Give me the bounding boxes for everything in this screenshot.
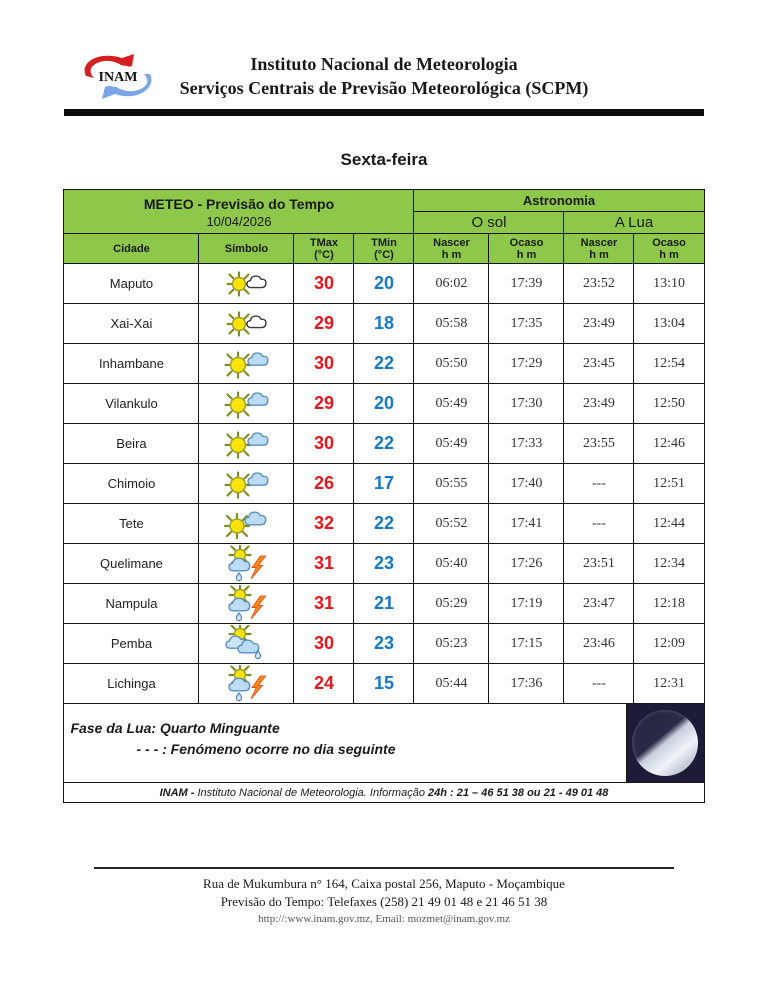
city-name: Maputo [64,264,199,304]
tmax-value: 26 [294,464,354,504]
sun-set-time: 17:35 [489,304,564,344]
tmax-value: 31 [294,584,354,624]
weather-icon-thunderstorm [199,584,294,624]
city-name: Xai-Xai [64,304,199,344]
table-row [64,344,704,384]
moon-rise-time: 23:52 [564,264,634,304]
moon-set-time: 13:04 [634,304,704,344]
col-header-sun-ocaso: Ocaso h m [489,234,564,264]
tmin-value: 15 [354,664,414,704]
footer-telefaxes: Previsão do Tempo: Telefaxes (258) 21 49 01 48 e 21 46 51 38 [220,894,548,909]
weather-icon-sun-blue-cloud [199,464,294,504]
moon-photo [626,704,704,782]
city-name: Pemba [64,624,199,664]
moon-set-time: 13:10 [634,264,704,304]
col-header-tmin: TMin (°C) [354,234,414,264]
header-divider-bar [64,109,704,116]
city-name: Vilankulo [64,384,199,424]
tmin-value: 18 [354,304,414,344]
forecast-table [63,189,704,803]
city-name: Beira [64,424,199,464]
table-row [64,584,704,624]
sun-set-time: 17:36 [489,664,564,704]
letterhead [64,0,704,100]
moon-rise-time: 23:47 [564,584,634,624]
sun-set-time: 17:19 [489,584,564,624]
footer-web-email: http://:www.inam.gov.mz, Email: mozmet@inam.gov.mz [258,913,510,925]
city-name: Nampula [64,584,199,624]
moon-rise-time: 23:49 [564,304,634,344]
astronomia-header: Astronomia [414,190,704,212]
tmin-value: 20 [354,264,414,304]
table-row [64,504,704,544]
waning-quarter-moon-icon [632,710,698,776]
sun-set-time: 17:30 [489,384,564,424]
tmax-value: 30 [294,624,354,664]
page-footer [0,867,768,927]
tmin-value: 22 [354,344,414,384]
tmax-value: 30 [294,424,354,464]
sun-rise-time: 05:55 [414,464,489,504]
moon-rise-time: --- [564,664,634,704]
dash-note: - - - : Fenómeno ocorre no dia seguinte [136,741,396,757]
fase-notes [64,704,625,782]
weather-icon-sun-blue-cloud [199,384,294,424]
moon-rise-time: --- [564,504,634,544]
city-name: Tete [64,504,199,544]
tmin-value: 23 [354,624,414,664]
tmax-value: 30 [294,264,354,304]
moon-rise-time: 23:55 [564,424,634,464]
org-subtitle: Serviços Centrais de Previsão Meteorológica (SCPM) [179,78,589,98]
tmax-value: 31 [294,544,354,584]
fase-value: Quarto Minguante [159,720,280,736]
sun-rise-time: 05:52 [414,504,489,544]
tmax-value: 32 [294,504,354,544]
table-row [64,264,704,304]
col-header-cidade: Cidade [64,234,199,264]
inam-info-line [64,783,704,803]
tmin-value: 23 [354,544,414,584]
forecast-date: 10/04/2026 [206,213,272,229]
moon-section-header: A Lua [564,212,704,234]
sun-set-time: 17:26 [489,544,564,584]
table-row [64,624,704,664]
weather-icon-thunderstorm [199,544,294,584]
sun-rise-time: 05:49 [414,384,489,424]
sun-set-time: 17:39 [489,264,564,304]
table-row [64,544,704,584]
weather-icon-sun-blue-cloud [199,424,294,464]
footer-rule [94,867,674,869]
sun-set-time: 17:40 [489,464,564,504]
sun-rise-time: 05:40 [414,544,489,584]
moon-rise-time: 23:51 [564,544,634,584]
city-name: Chimoio [64,464,199,504]
tmin-value: 22 [354,504,414,544]
moon-set-time: 12:31 [634,664,704,704]
moon-set-time: 12:18 [634,584,704,624]
tmax-value: 30 [294,344,354,384]
sun-rise-time: 05:44 [414,664,489,704]
col-header-moon-nascer: Nascer h m [564,234,634,264]
logo-text: INAM [98,70,138,85]
moon-rise-time: 23:49 [564,384,634,424]
sun-set-time: 17:15 [489,624,564,664]
moon-set-time: 12:44 [634,504,704,544]
city-name: Inhambane [64,344,199,384]
moon-set-time: 12:51 [634,464,704,504]
col-header-tmax: TMax (°C) [294,234,354,264]
footer-address: Rua de Mukumbura n° 164, Caixa postal 256, Maputo - Moçambique [203,876,565,891]
sun-rise-time: 05:23 [414,624,489,664]
table-row [64,384,704,424]
city-name: Lichinga [64,664,199,704]
tmin-value: 17 [354,464,414,504]
moon-set-time: 12:34 [634,544,704,584]
col-header-simbolo: Símbolo [199,234,294,264]
inam-logo-icon [72,46,168,108]
sun-set-time: 17:41 [489,504,564,544]
inam-text: Instituto Nacional de Meteorologia. Informação [194,786,428,799]
weather-icon-thunderstorm [199,664,294,704]
sun-rise-time: 05:49 [414,424,489,464]
meteo-header-cell [64,190,414,234]
moon-rise-time: 23:45 [564,344,634,384]
col-header-moon-ocaso: Ocaso h m [634,234,704,264]
moon-rise-time: 23:46 [564,624,634,664]
sun-rise-time: 05:29 [414,584,489,624]
moon-set-time: 12:50 [634,384,704,424]
sun-section-header: O sol [414,212,564,234]
col-header-sun-nascer: Nascer h m [414,234,489,264]
sun-rise-time: 06:02 [414,264,489,304]
table-row [64,464,704,504]
tmin-value: 20 [354,384,414,424]
fase-da-lua-row [64,704,704,783]
sun-set-time: 17:33 [489,424,564,464]
table-row [64,664,704,704]
sun-rise-time: 05:58 [414,304,489,344]
city-name: Quelimane [64,544,199,584]
fase-line [70,718,625,739]
table-row [64,304,704,344]
sun-rise-time: 05:50 [414,344,489,384]
tmax-value: 29 [294,384,354,424]
tmax-value: 29 [294,304,354,344]
moon-set-time: 12:09 [634,624,704,664]
moon-set-time: 12:54 [634,344,704,384]
table-row [64,424,704,464]
weather-icon-sun-rain-cloud [199,504,294,544]
tmin-value: 21 [354,584,414,624]
weather-icon-sun-white-cloud [199,304,294,344]
org-title: Instituto Nacional de Meteorologia [250,54,518,74]
fase-label: Fase da Lua: [70,720,157,736]
tmin-value: 22 [354,424,414,464]
sun-set-time: 17:29 [489,344,564,384]
weather-icon-sun-white-cloud [199,264,294,304]
weather-icon-sun-blue-cloud [199,344,294,384]
inam-phone: 24h : 21 – 46 51 38 ou 21 - 49 01 48 [428,786,609,799]
tmax-value: 24 [294,664,354,704]
meteo-title: METEO - Previsão do Tempo [143,195,335,212]
moon-set-time: 12:46 [634,424,704,464]
moon-rise-time: --- [564,464,634,504]
weather-icon-rain-shower [199,624,294,664]
inam-brand: INAM - [159,786,195,799]
day-title: Sexta-feira [340,150,428,169]
